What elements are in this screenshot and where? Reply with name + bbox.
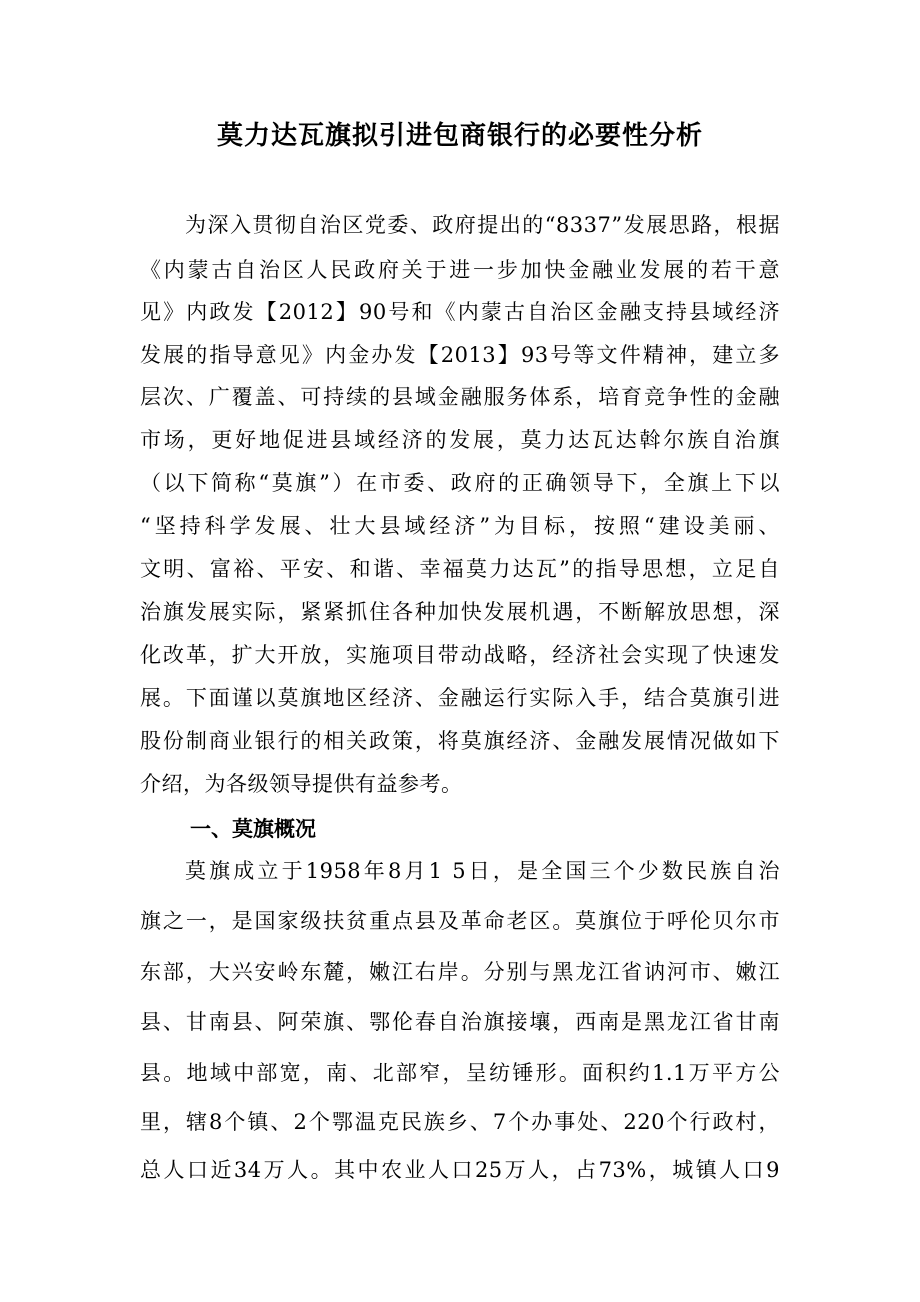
paragraph-line: 发展的指导意见》内金办发【2013】93号等文件精神，建立多 <box>140 343 780 367</box>
paragraph-line: 介绍，为各级领导提供有益参考。 <box>140 772 463 796</box>
paragraph-line: 见》内政发【2012】90号和《内蒙古自治区金融支持县域经济 <box>140 300 780 324</box>
paragraph-line: 东部，大兴安岭东麓，嫩江右岸。分别与黑龙江省讷河市、嫩江 <box>140 960 780 984</box>
section-heading: 一、莫旗概况 <box>190 817 316 841</box>
paragraph-line: 层次、广覆盖、可持续的县域金融服务体系，培育竞争性的金融 <box>140 385 780 409</box>
paragraph-line: 县、甘南县、阿荣旗、鄂伦春自治旗接壤，西南是黑龙江省甘南 <box>140 1010 780 1034</box>
paragraph-line: 市场，更好地促进县域经济的发展，莫力达瓦达斡尔族自治旗 <box>140 428 780 452</box>
paragraph-line: （以下简称“莫旗”）在市委、政府的正确领导下，全旗上下以 <box>140 471 780 495</box>
paragraph-line: 文明、富裕、平安、和谐、幸福莫力达瓦”的指导思想，立足自 <box>140 557 780 581</box>
paragraph-line: 莫旗成立于1958年8月1 5日，是全国三个少数民族自治 <box>185 859 780 883</box>
paragraph-line: 《内蒙古自治区人民政府关于进一步加快金融业发展的若干意 <box>140 258 780 282</box>
paragraph-line: 化改革，扩大开放，实施项目带动战略，经济社会实现了快速发 <box>140 643 780 667</box>
paragraph-line: 里，辖8个镇、2个鄂温克民族乡、7个办事处、220个行政村， <box>140 1110 780 1134</box>
paragraph-line: “坚持科学发展、壮大县域经济”为目标，按照“建设美丽、 <box>140 514 780 538</box>
paragraph-line: 治旗发展实际，紧紧抓住各种加快发展机遇，不断解放思想，深 <box>140 600 780 624</box>
document-title: 莫力达瓦旗拟引进包商银行的必要性分析 <box>216 121 703 151</box>
paragraph-line: 为深入贯彻自治区党委、政府提出的“8337”发展思路，根据 <box>185 213 780 237</box>
paragraph-line: 展。下面谨以莫旗地区经济、金融运行实际入手，结合莫旗引进 <box>140 686 780 710</box>
paragraph-line: 股份制商业银行的相关政策，将莫旗经济、金融发展情况做如下 <box>140 729 780 753</box>
paragraph-line: 县。地域中部宽，南、北部窄，呈纺锤形。面积约1.1万平方公 <box>140 1061 780 1085</box>
paragraph-line: 旗之一，是国家级扶贫重点县及革命老区。莫旗位于呼伦贝尔市 <box>140 909 780 933</box>
paragraph-line: 总人口近34万人。其中农业人口25万人，占73%，城镇人口9 <box>140 1158 780 1182</box>
